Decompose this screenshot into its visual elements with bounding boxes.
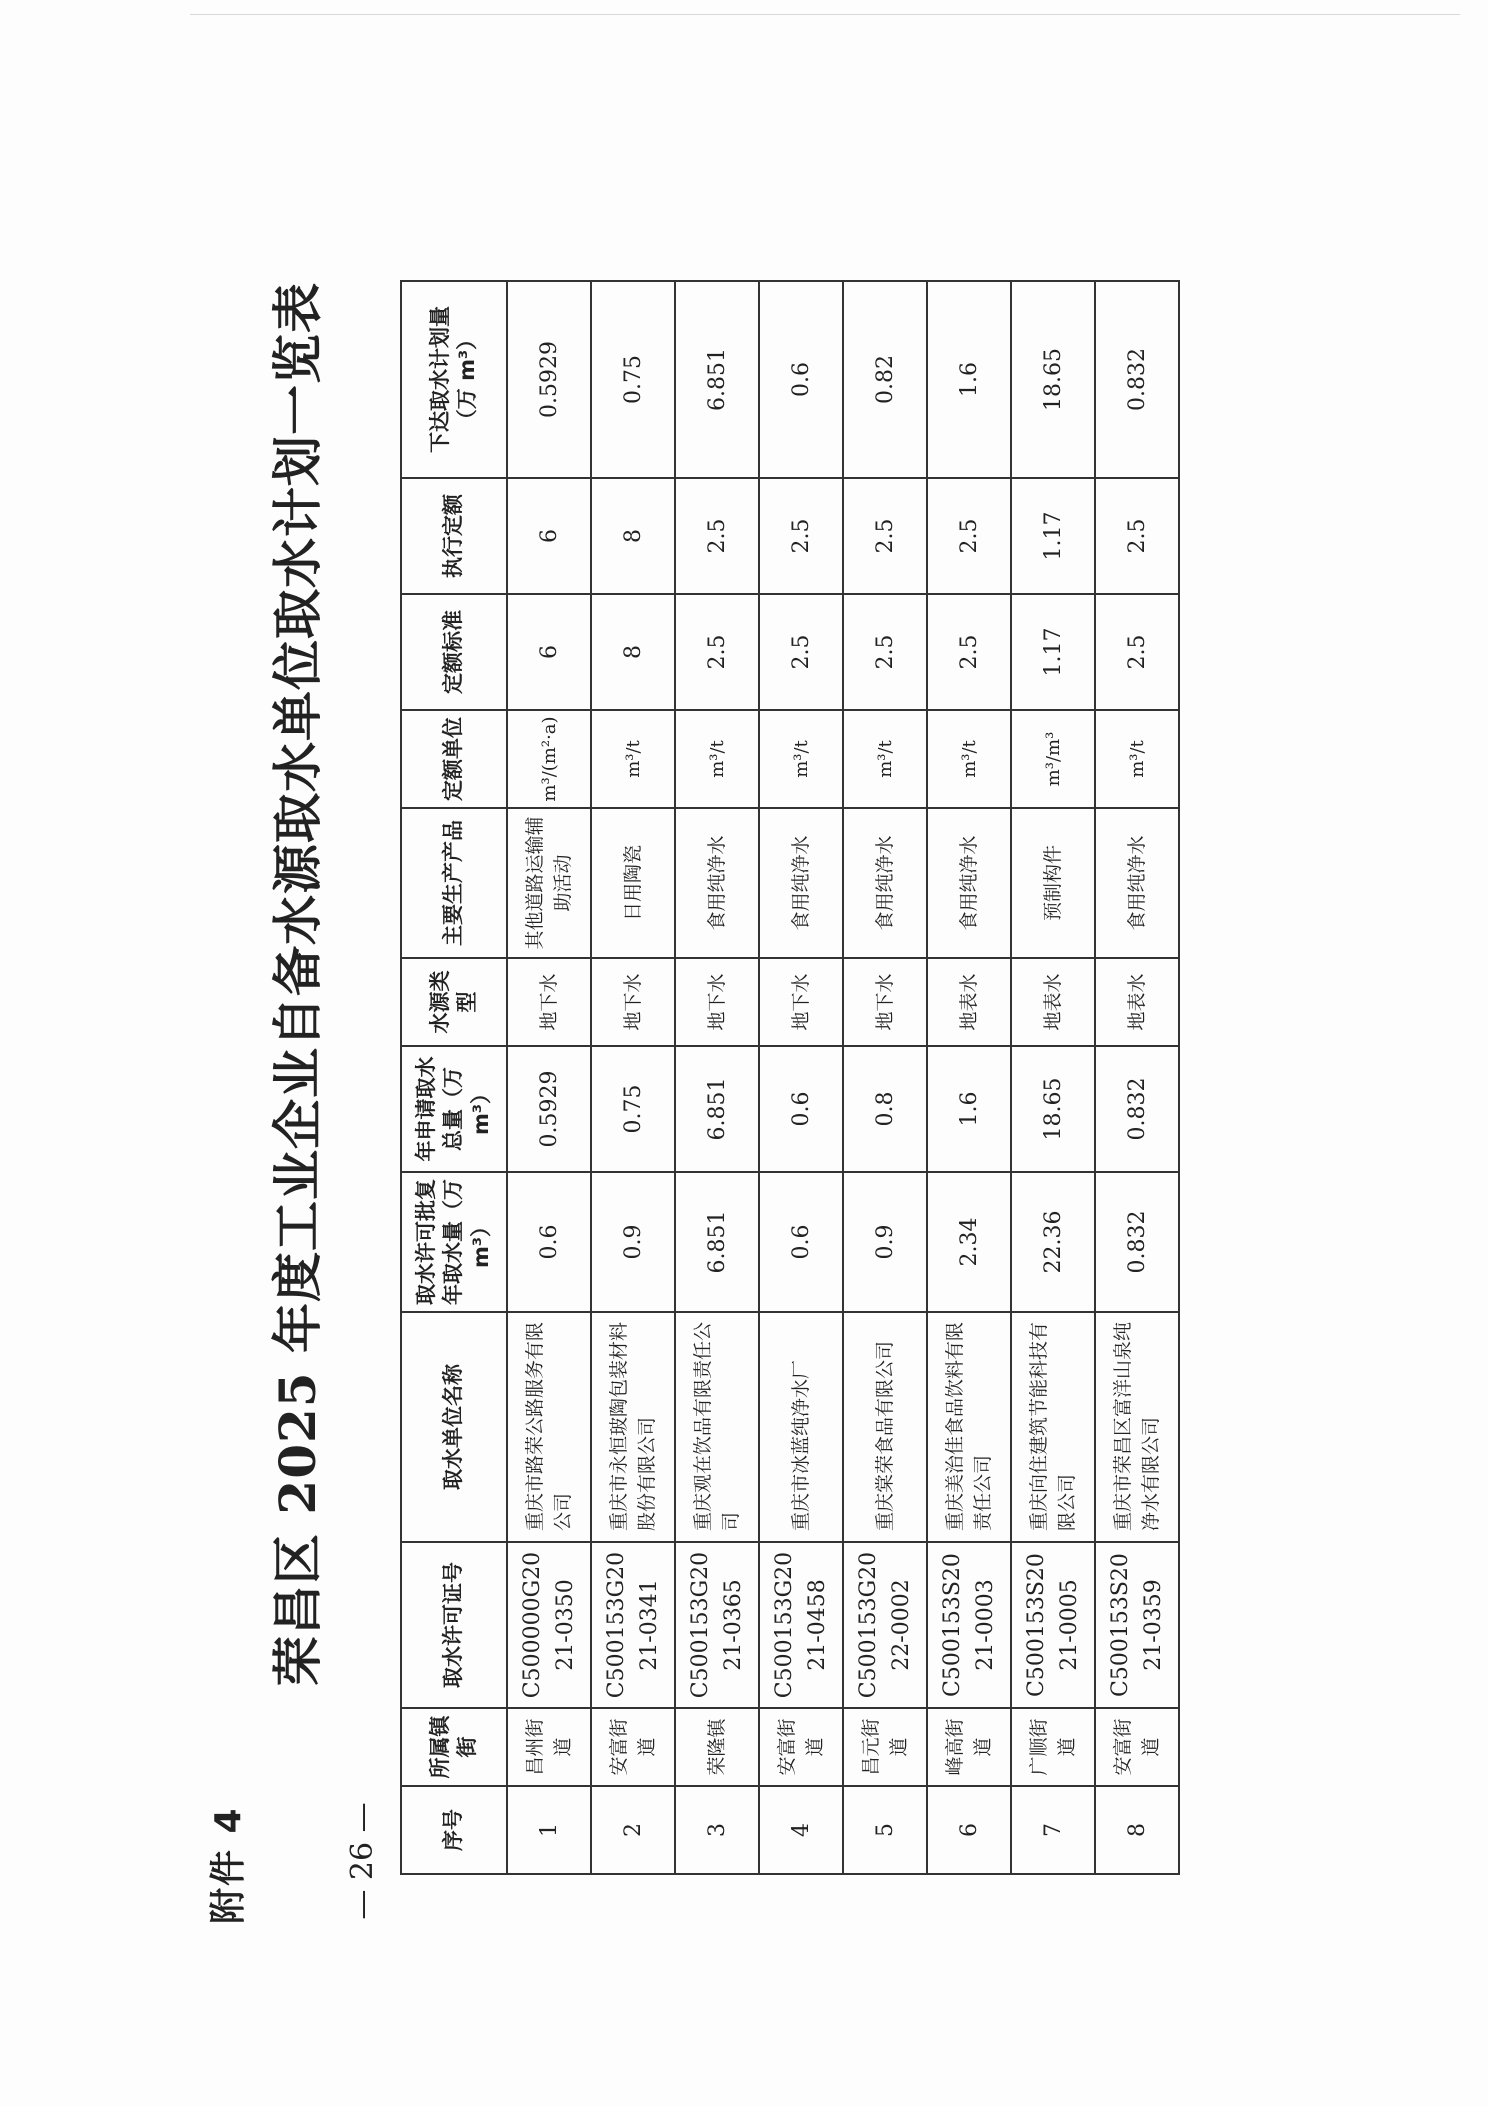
header-seq: 序号	[401, 1786, 507, 1874]
cell-source: 地下水	[591, 958, 675, 1046]
header-applied: 执行定额	[401, 478, 507, 594]
cell-unit: m³/(m²·a)	[507, 710, 591, 808]
cell-permit: C500153G2021-0341	[591, 1542, 675, 1708]
cell-applied: 6	[507, 478, 591, 594]
cell-requested: 0.5929	[507, 1046, 591, 1172]
header-company: 取水单位名称	[401, 1312, 507, 1542]
cell-town: 昌州街道	[507, 1708, 591, 1786]
cell-standard: 2.5	[1095, 594, 1179, 710]
table-header-row	[401, 281, 507, 1874]
cell-company: 重庆向住建筑节能科技有限公司	[1011, 1312, 1095, 1542]
cell-product: 食用纯净水	[843, 808, 927, 958]
header-product: 主要生产产品	[401, 808, 507, 958]
cell-seq: 8	[1095, 1786, 1179, 1874]
cell-requested: 1.6	[927, 1046, 1011, 1172]
cell-permit: C500153G2021-0458	[759, 1542, 843, 1708]
cell-applied: 2.5	[927, 478, 1011, 594]
cell-company: 重庆棠荣食品有限公司	[843, 1312, 927, 1542]
cell-applied: 2.5	[1095, 478, 1179, 594]
table-row	[843, 281, 927, 1874]
cell-requested: 18.65	[1011, 1046, 1095, 1172]
cell-applied: 2.5	[843, 478, 927, 594]
cell-approved: 2.34	[927, 1172, 1011, 1312]
table-row	[1095, 281, 1179, 1874]
cell-permit: C500153S2021-0003	[927, 1542, 1011, 1708]
cell-requested: 0.75	[591, 1046, 675, 1172]
table-row	[591, 281, 675, 1874]
cell-source: 地下水	[675, 958, 759, 1046]
cell-plan: 0.6	[759, 281, 843, 478]
cell-requested: 0.832	[1095, 1046, 1179, 1172]
cell-source: 地下水	[843, 958, 927, 1046]
cell-applied: 8	[591, 478, 675, 594]
cell-unit: m³/t	[675, 710, 759, 808]
cell-plan: 0.82	[843, 281, 927, 478]
attachment-label: 附件 4	[208, 1806, 249, 1924]
cell-standard: 6	[507, 594, 591, 710]
cell-requested: 0.6	[759, 1046, 843, 1172]
cell-approved: 0.9	[591, 1172, 675, 1312]
cell-town: 广顺街道	[1011, 1708, 1095, 1786]
cell-approved: 22.36	[1011, 1172, 1095, 1312]
header-plan: 下达取水计划量（万 m³）	[401, 281, 507, 478]
cell-standard: 2.5	[927, 594, 1011, 710]
cell-plan: 18.65	[1011, 281, 1095, 478]
page-number: — 26 —	[345, 1802, 380, 1920]
header-standard: 定额标准	[401, 594, 507, 710]
cell-applied: 1.17	[1011, 478, 1095, 594]
header-source: 水源类型	[401, 958, 507, 1046]
cell-seq: 1	[507, 1786, 591, 1874]
cell-company: 重庆美治佳食品饮料有限责任公司	[927, 1312, 1011, 1542]
cell-approved: 0.832	[1095, 1172, 1179, 1312]
cell-permit: C500153S2021-0005	[1011, 1542, 1095, 1708]
cell-source: 地表水	[1095, 958, 1179, 1046]
cell-permit: C500000G2021-0350	[507, 1542, 591, 1708]
cell-unit: m³/t	[843, 710, 927, 808]
table-row	[1011, 281, 1095, 1874]
table-row	[507, 281, 591, 1874]
cell-applied: 2.5	[759, 478, 843, 594]
cell-standard: 1.17	[1011, 594, 1095, 710]
cell-permit: C500153G2021-0365	[675, 1542, 759, 1708]
cell-standard: 2.5	[675, 594, 759, 710]
cell-plan: 6.851	[675, 281, 759, 478]
cell-permit: C500153G2022-0002	[843, 1542, 927, 1708]
table-row	[675, 281, 759, 1874]
cell-product: 食用纯净水	[1095, 808, 1179, 958]
cell-approved: 6.851	[675, 1172, 759, 1312]
header-approved: 取水许可批复年取水量（万 m³）	[401, 1172, 507, 1312]
cell-product: 食用纯净水	[759, 808, 843, 958]
cell-company: 重庆市荣昌区富洋山泉纯净水有限公司	[1095, 1312, 1179, 1542]
cell-plan: 0.832	[1095, 281, 1179, 478]
cell-product: 食用纯净水	[675, 808, 759, 958]
cell-company: 重庆观在饮品有限责任公司	[675, 1312, 759, 1542]
document-title: 荣昌区 2025 年度工业企业自备水源取水单位取水计划一览表	[268, 282, 327, 1686]
cell-approved: 0.6	[759, 1172, 843, 1312]
cell-company: 重庆市冰蓝纯净水厂	[759, 1312, 843, 1542]
header-unit: 定额单位	[401, 710, 507, 808]
cell-source: 地表水	[1011, 958, 1095, 1046]
table-row	[927, 281, 1011, 1874]
cell-requested: 0.8	[843, 1046, 927, 1172]
cell-seq: 3	[675, 1786, 759, 1874]
cell-town: 安富街道	[591, 1708, 675, 1786]
table-row	[759, 281, 843, 1874]
cell-plan: 0.75	[591, 281, 675, 478]
cell-town: 安富街道	[1095, 1708, 1179, 1786]
water-plan-table	[400, 280, 1180, 1875]
cell-product: 预制构件	[1011, 808, 1095, 958]
cell-applied: 2.5	[675, 478, 759, 594]
cell-town: 安富街道	[759, 1708, 843, 1786]
cell-product: 食用纯净水	[927, 808, 1011, 958]
cell-unit: m³/m³	[1011, 710, 1095, 808]
cell-unit: m³/t	[927, 710, 1011, 808]
header-permit: 取水许可证号	[401, 1542, 507, 1708]
cell-plan: 1.6	[927, 281, 1011, 478]
cell-seq: 4	[759, 1786, 843, 1874]
cell-seq: 2	[591, 1786, 675, 1874]
cell-town: 昌元街道	[843, 1708, 927, 1786]
cell-plan: 0.5929	[507, 281, 591, 478]
cell-source: 地下水	[759, 958, 843, 1046]
cell-approved: 0.6	[507, 1172, 591, 1312]
cell-standard: 2.5	[843, 594, 927, 710]
cell-source: 地表水	[927, 958, 1011, 1046]
cell-requested: 6.851	[675, 1046, 759, 1172]
cell-source: 地下水	[507, 958, 591, 1046]
cell-unit: m³/t	[1095, 710, 1179, 808]
cell-company: 重庆市路荣公路服务有限公司	[507, 1312, 591, 1542]
cell-seq: 7	[1011, 1786, 1095, 1874]
cell-town: 峰高街道	[927, 1708, 1011, 1786]
cell-town: 荣隆镇	[675, 1708, 759, 1786]
cell-seq: 5	[843, 1786, 927, 1874]
cell-approved: 0.9	[843, 1172, 927, 1312]
cell-seq: 6	[927, 1786, 1011, 1874]
cell-unit: m³/t	[591, 710, 675, 808]
cell-company: 重庆市永恒玻陶包装材料股份有限公司	[591, 1312, 675, 1542]
cell-product: 其他道路运输辅助活动	[507, 808, 591, 958]
cell-standard: 2.5	[759, 594, 843, 710]
cell-unit: m³/t	[759, 710, 843, 808]
cell-permit: C500153S2021-0359	[1095, 1542, 1179, 1708]
cell-standard: 8	[591, 594, 675, 710]
cell-product: 日用陶瓷	[591, 808, 675, 958]
header-town: 所属镇街	[401, 1708, 507, 1786]
header-requested: 年申请取水总量（万 m³）	[401, 1046, 507, 1172]
